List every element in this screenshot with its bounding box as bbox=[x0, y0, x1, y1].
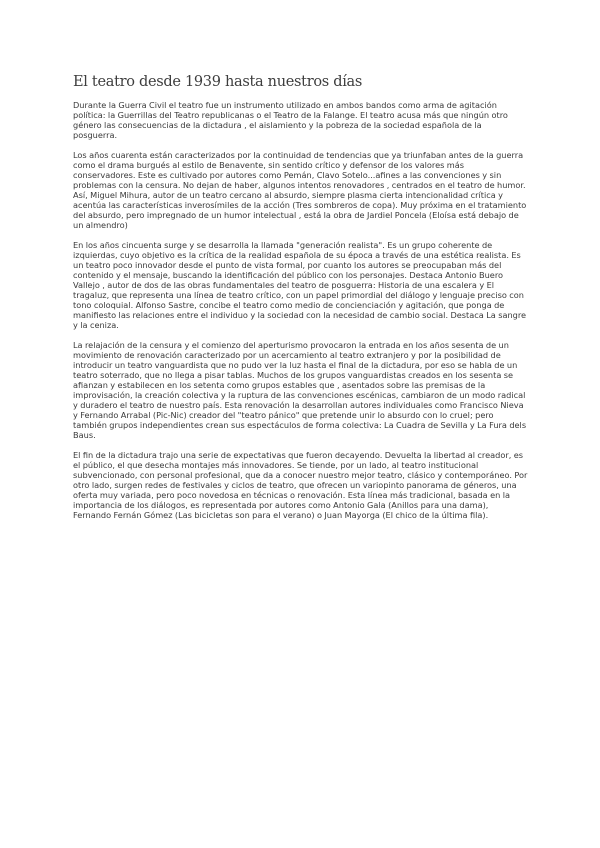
document-body bbox=[73, 74, 528, 530]
paragraph-civil-war: Durante la Guerra Civil el teatro fue un instrumento utilizado en ambos bandos como arma de agitación política: la Guerrillas del Teatro republicanas o el Teatro de la Falange. El teatro acusa más que ningún otro género las consecuencias de la dictadura , el aislamiento y la pobreza de la sociedad española de la posguerra. bbox=[73, 100, 508, 140]
document-title: El teatro desde 1939 hasta nuestros días bbox=[73, 74, 363, 90]
paragraph-fifties: En los años cincuenta surge y se desarrolla la llamada "generación realista". Es un grupo coherente de izquierdas, cuyo objetivo es la crítica de la realidad española de su época a través de una estética realista. Es un teatro poco innovador desde el punto de vista formal, por cuanto los autores se preocupaban más del contenido y el mensaje, buscando la identificación del público con los personajes. Destaca Antonio Buero Vallejo , autor de dos de las obras fundamentales del teatro de posguerra: Historia de una escalera y El tragaluz, que representa una línea de teatro crítico, con un papel primordial del diálogo y lenguaje preciso con tono coloquial. Alfonso Sastre, concibe el teatro como medio de concienciación y agitación, que ponga de manifiesto las relaciones entre el individuo y la sociedad con la necesidad de cambio social. Destaca La sangre y la ceniza. bbox=[73, 240, 527, 330]
paragraph-forties: Los años cuarenta están caracterizados por la continuidad de tendencias que ya triunfaban antes de la guerra como el drama burgués al estilo de Benavente, sin sentido crítico y defensor de los valores más conservadores. Este es cultivado por autores como Pemán, Clavo Sotelo...afines a las convenciones y sin problemas con la censura. No dejan de haber, algunos intentos renovadores , centrados en el teatro de humor. Así, Miguel Mihura, autor de un teatro cercano al absurdo, siempre plasma cierta intencionalidad crítica y acentúa las características inverosímiles de la acción (Tres sombreros de copa). Muy próxima en el tratamiento del absurdo, pero impregnado de un humor intelectual , está la obra de Jardiel Poncela (Eloísa está debajo de un almendro) bbox=[73, 150, 527, 230]
paragraph-end-of-dictatorship: El fin de la dictadura trajo una serie de expectativas que fueron decayendo. Devuelta la libertad al creador, es el público, el que desecha montajes más innovadores. Se tiende, por un lado, al teatro institucional subvencionado, con personal profesional, que da a conocer nuestro mejor teatro, clásico y contemporáneo. Por otro lado, surgen redes de festivales y ciclos de teatro, que ofrecen un variopinto panorama de géneros, una oferta muy variada, pero poco novedosa en técnicas o renovación. Esta línea más tradicional, basada en la importancia de los diálogos, es representada por autores como Antonio Gala (Anillos para una dama), Fernando Fernán Gómez (Las bicicletas son para el verano) o Juan Mayorga (El chico de la última fila). bbox=[73, 450, 528, 520]
paragraph-sixties-seventies: La relajación de la censura y el comienzo del aperturismo provocaron la entrada en los años sesenta de un movimiento de renovación caracterizado por un acercamiento al teatro extranjero y por la posibilidad de introducir un teatro vanguardista que no pudo ver la luz hasta el final de la dictadura, por eso se habla de un teatro soterrado, que no llega a pisar tablas. Muchos de los grupos vanguardistas creados en los sesenta se afianzan y estabilecen en los setenta como grupos estables que , asentados sobre las premisas de la improvisación, la creación colectiva y la ruptura de las convenciones escénicas, cambiaron de un modo radical y duradero el teatro de nuestro país. Esta renovación la desarrollan autores individuales como Francisco Nieva y Fernando Arrabal (Pic-Nic) creador del "teatro pánico" que pretende unir lo absurdo con lo cruel; pero también grupos independientes crean sus espectáculos de forma colectiva: La Cuadra de Sevilla y La Fura dels Baus. bbox=[73, 340, 527, 440]
